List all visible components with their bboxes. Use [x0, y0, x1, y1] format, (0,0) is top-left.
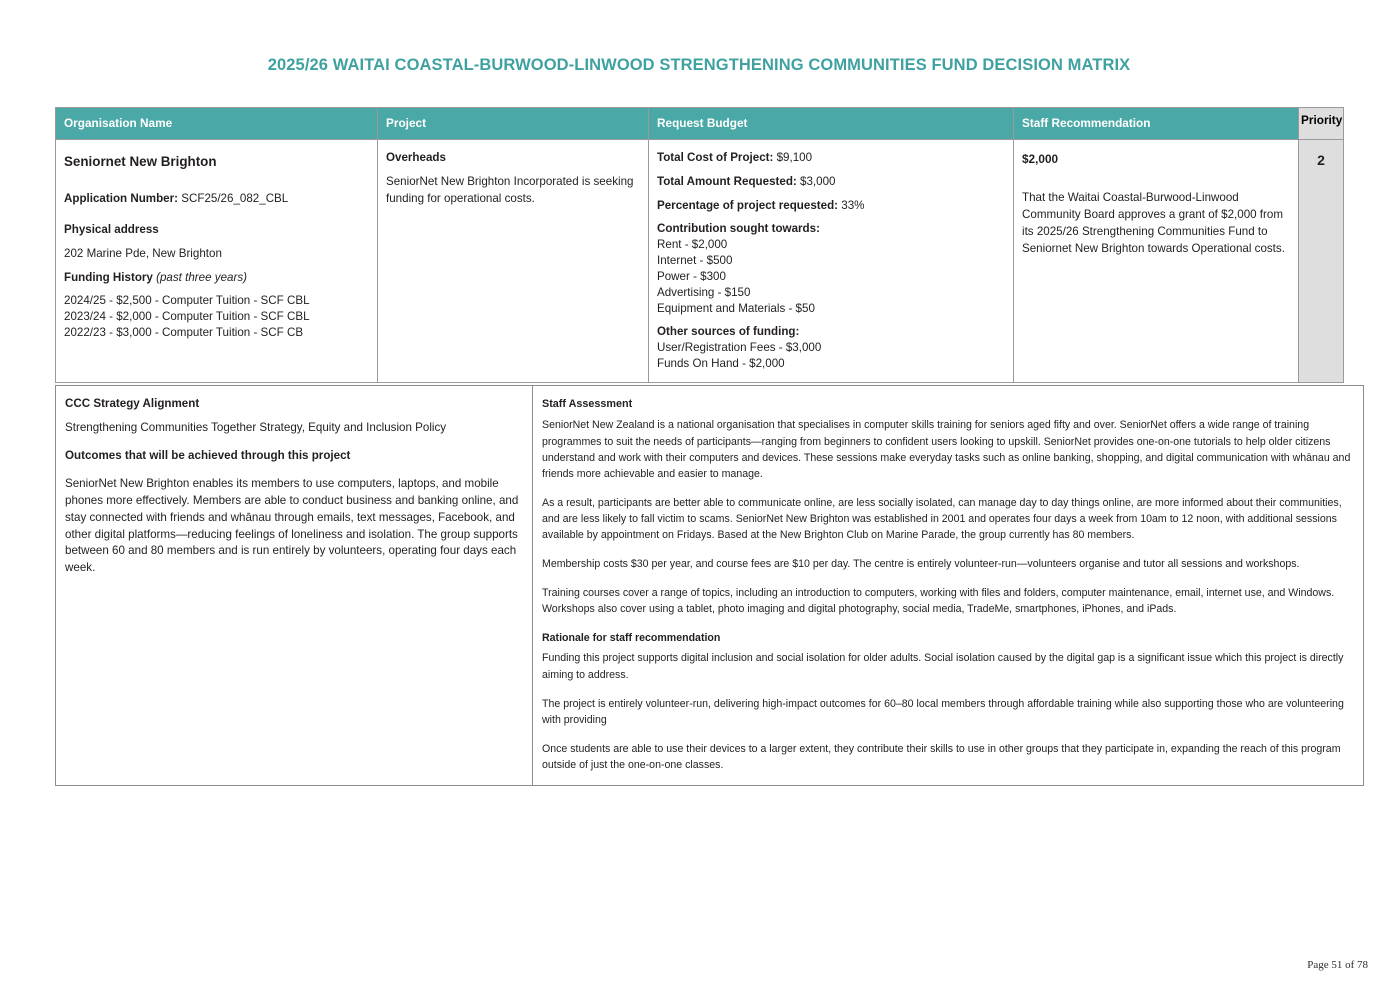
- total-requested-label: Total Amount Requested:: [657, 175, 797, 189]
- percentage-label: Percentage of project requested:: [657, 199, 839, 213]
- percentage-of-project-requested: [657, 197, 1005, 214]
- physical-address-value: 202 Marine Pde, New Brighton: [64, 247, 222, 261]
- project-title: Overheads: [386, 151, 446, 164]
- total-cost-value: $9,100: [776, 151, 813, 164]
- funding-history-item: 2023/24 - $2,000 - Computer Tuition - SCF CBL: [64, 310, 310, 324]
- page-footer: Page 51 of 78: [1307, 959, 1368, 971]
- rationale-paragraph: Funding this project supports digital inclusion and social isolation for older adults. Social isolation caused by the digital gap is a significant issue which this project is directly aiming to address.: [542, 652, 1344, 681]
- column-header-project: Project: [378, 108, 649, 140]
- cell-priority: [1299, 140, 1344, 383]
- cell-organisation: [56, 140, 378, 383]
- page-title: 2025/26 WAITAI COASTAL-BURWOOD-LINWOOD STRENGTHENING COMMUNITIES FUND DECISION MATRIX: [267, 56, 1131, 74]
- other-sources-item: User/Registration Fees - $3,000: [657, 341, 822, 355]
- application-number-label: Application Number:: [64, 191, 179, 205]
- detail-table: [55, 385, 1364, 786]
- contribution-item: Power - $300: [657, 270, 726, 284]
- rationale-heading: Rationale for staff recommendation: [542, 632, 721, 645]
- cell-strategy-alignment: [56, 386, 533, 786]
- assessment-paragraph: Membership costs $30 per year, and course fees are $10 per day. The centre is entirely volunteer-run—volunteers organise and tutor all sessions and workshops.: [542, 558, 1300, 571]
- application-number-value: SCF25/26_082_CBL: [181, 191, 289, 205]
- physical-address-label: Physical address: [64, 222, 159, 236]
- percentage-value: 33%: [841, 199, 865, 213]
- funding-history-note: (past three years): [156, 271, 247, 285]
- matrix-data-row: [56, 140, 1344, 383]
- priority-value: 2: [1317, 152, 1325, 168]
- contribution-item: Internet - $500: [657, 254, 733, 268]
- column-header-organisation: Organisation Name: [56, 108, 378, 140]
- assessment-paragraph: SeniorNet New Zealand is a national organisation that specialises in computer skills training for seniors aged fifty and over. SeniorNet offers a wide range of training programmes to suit the needs of participants—ranging from beginners to confident users looking to upskill. SeniorNet provides one-on-one tutorials to help older citizens understand and work with their computers and devices. These sessions make everyday tasks such as online banking, shopping, and digital communication with whānau and friends more achievable and easier to manage.: [542, 419, 1351, 480]
- funding-history-item: 2024/25 - $2,500 - Computer Tuition - SCF CBL: [64, 294, 310, 308]
- rationale-paragraph: The project is entirely volunteer-run, delivering high-impact outcomes for 60–80 local members through affordable training while also supporting those who are volunteering with providing: [542, 697, 1344, 726]
- column-header-request-budget: Request Budget: [649, 108, 1014, 140]
- total-amount-requested: [657, 173, 1005, 190]
- other-sources-label: Other sources of funding:: [657, 325, 800, 339]
- cell-project: [378, 140, 649, 383]
- detail-row: [56, 386, 1364, 786]
- column-header-staff-recommendation: Staff Recommendation: [1014, 108, 1299, 140]
- cell-staff-assessment: [533, 386, 1364, 786]
- matrix-header-row: [56, 108, 1344, 140]
- staff-assessment-heading: Staff Assessment: [542, 398, 633, 410]
- contribution-item: Advertising - $150: [657, 286, 751, 300]
- assessment-paragraph: As a result, participants are better able to communicate online, are less socially isolated, can manage day to day things online, are more informed about their communities, and are less likely to fall victim to scams. SeniorNet New Brighton was established in 2001 and operates four days a week from 10am to 12 noon, with additional sessions available by appointment on Fridays. Based at the New Brighton Club on Marine Parade, the group currently has 80 members.: [542, 496, 1342, 541]
- contribution-item: Rent - $2,000: [657, 238, 728, 252]
- rationale-paragraph: Once students are able to use their devices to a larger extent, they contribute their skills to use in other groups that they participate in, expanding the reach of this program outside of just the one-on-one classes.: [542, 742, 1341, 771]
- decision-matrix-table: [55, 107, 1344, 383]
- column-header-priority: Priority: [1299, 108, 1344, 140]
- organisation-name: Seniornet New Brighton: [64, 154, 217, 169]
- cell-request-budget: [649, 140, 1014, 383]
- total-cost-label: Total Cost of Project:: [657, 151, 774, 164]
- total-requested-value: $3,000: [800, 175, 836, 189]
- recommendation-text: That the Waitai Coastal-Burwood-Linwood Community Board approves a grant of $2,000 from its 2025/26 Strengthening Communities Fund to Seniornet New Brighton towards Operational costs.: [1022, 191, 1285, 255]
- contribution-sought-label: Contribution sought towards:: [657, 222, 820, 236]
- application-number: [64, 190, 369, 207]
- funding-history-label: Funding History: [64, 271, 153, 285]
- project-description: SeniorNet New Brighton Incorporated is seeking funding for operational costs.: [386, 175, 634, 206]
- funding-history-item: 2022/23 - $3,000 - Computer Tuition - SCF CB: [64, 326, 304, 340]
- strategy-alignment-text: Strengthening Communities Together Strategy, Equity and Inclusion Policy: [65, 420, 447, 434]
- other-sources-item: Funds On Hand - $2,000: [657, 357, 785, 371]
- recommended-amount: $2,000: [1022, 152, 1059, 166]
- outcomes-heading: Outcomes that will be achieved through this project: [65, 448, 351, 462]
- funding-history-heading: [64, 269, 369, 286]
- total-cost-of-project: [657, 149, 1005, 166]
- strategy-alignment-heading: CCC Strategy Alignment: [65, 397, 200, 410]
- contribution-item: Equipment and Materials - $50: [657, 302, 815, 316]
- assessment-paragraph: Training courses cover a range of topics, including an introduction to computers, working with files and folders, computer maintenance, email, internet use, and Windows. Workshops also cover using a tablet, photo imaging and digital photography, social media, TradeMe, smartphones, iPhones, and iPads.: [542, 587, 1335, 616]
- cell-staff-recommendation: [1014, 140, 1299, 383]
- outcomes-text: SeniorNet New Brighton enables its members to use computers, laptops, and mobile phones more effectively. Members are able to conduct business and banking online, and stay connected with friends and whānau through emails, text messages, Facebook, and other digital platforms—reducing feelings of loneliness and isolation. The group supports between 60 and 80 members and is run entirely by volunteers, operating four days each week.: [65, 476, 519, 575]
